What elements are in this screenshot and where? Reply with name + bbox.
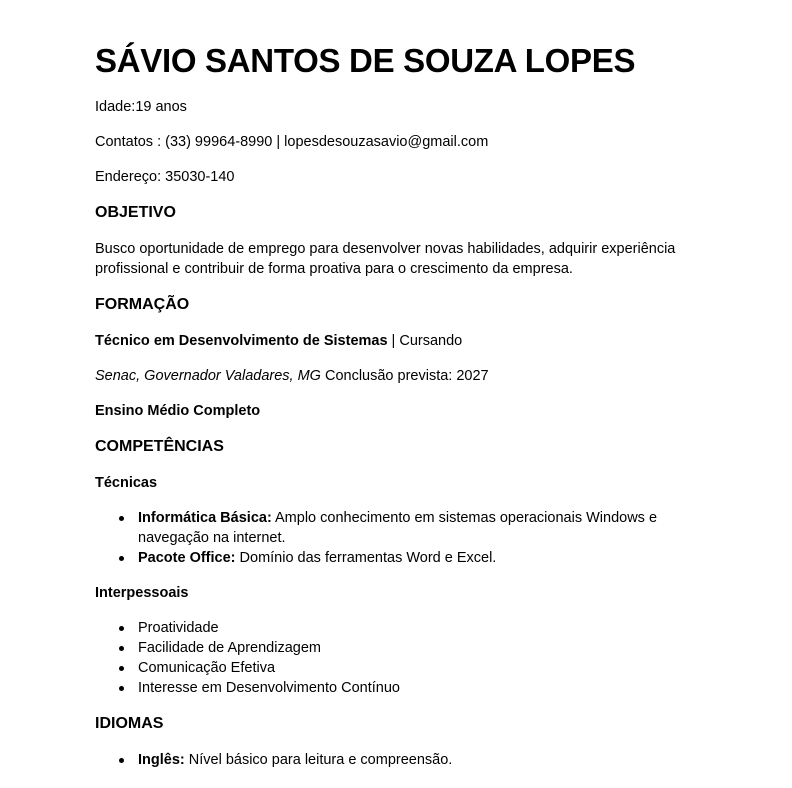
section-heading-idiomas: IDIOMAS [95,715,164,732]
section-heading-formacao: FORMAÇÃO [95,296,190,313]
info-contacts: Contatos : (33) 99964-8990 | lopesdesouzasavio@gmail.com [95,134,489,150]
skill-term: Informática Básica: [138,510,272,526]
info-address: Endereço: 35030-140 [95,169,235,185]
list-item: Facilidade de Aprendizagem [138,638,710,658]
formacao-high-school: Ensino Médio Completo [95,403,261,419]
formacao-course-name: Técnico em Desenvolvimento de Sistemas [95,333,388,349]
formacao-course-line [95,331,710,351]
section-heading-objetivo: OBJETIVO [95,204,176,221]
list-item [138,750,710,770]
subheading-tecnicas: Técnicas [95,475,158,491]
tecnicas-list [95,508,710,568]
list-item: Interesse em Desenvolvimento Contínuo [138,678,710,698]
interpessoais-list [95,618,710,698]
page-title: SÁVIO SANTOS DE SOUZA LOPES [95,42,636,79]
info-age: Idade:19 anos [95,99,187,115]
document-content [95,40,710,770]
list-item [138,508,710,548]
idiomas-list [95,750,710,770]
list-item [138,548,710,568]
formacao-course-status: | Cursando [387,333,463,349]
section-heading-competencias: COMPETÊNCIAS [95,438,224,455]
skill-desc: Domínio das ferramentas Word e Excel. [235,550,497,566]
language-desc: Nível básico para leitura e compreensão. [184,752,453,768]
list-item: Proatividade [138,618,710,638]
subheading-interpessoais: Interpessoais [95,585,189,601]
skill-desc: Amplo conhecimento em sistemas operacionais Windows e navegação na internet. [138,510,658,546]
objetivo-text: Busco oportunidade de emprego para desenvolver novas habilidades, adquirir experiência profissional e contribuir de forma proativa para o crescimento da empresa. [95,241,676,277]
language-term: Inglês: [138,752,185,768]
skill-term: Pacote Office: [138,550,236,566]
formacao-school-name: Senac, Governador Valadares, MG [95,368,321,384]
list-item: Comunicação Efetiva [138,658,710,678]
formacao-school-line [95,366,710,386]
formacao-conclusion: Conclusão prevista: 2027 [320,368,489,384]
